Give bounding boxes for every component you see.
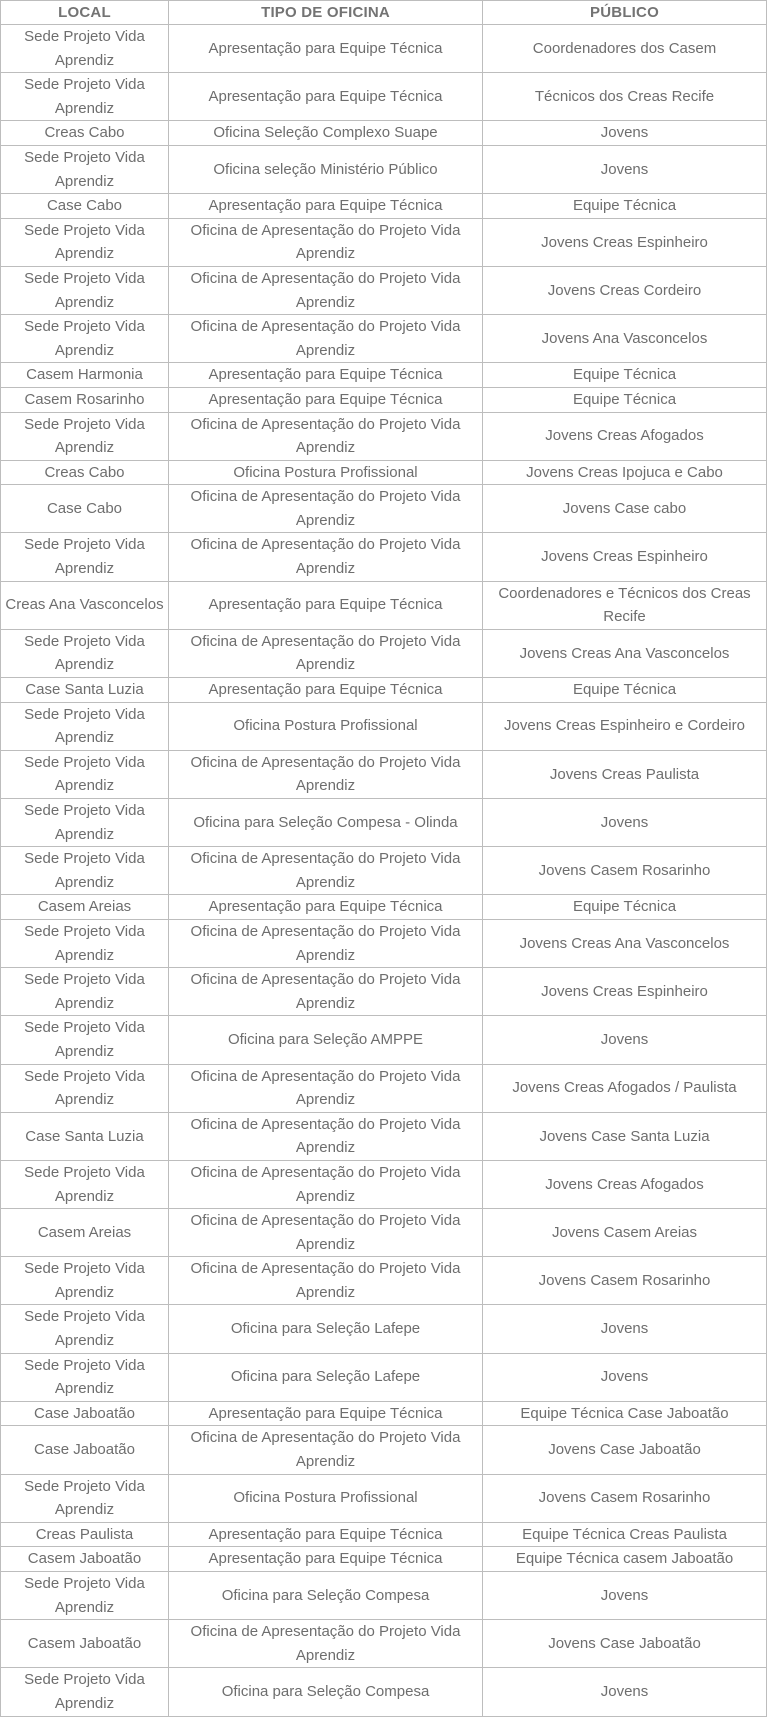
table-row [1,1401,767,1426]
table-row [1,1112,767,1160]
cell-tipo-de-oficina: Apresentação para Equipe Técnica [169,1547,483,1572]
cell-tipo-de-oficina: Oficina Seleção Complexo Suape [169,121,483,146]
cell-local: Sede Projeto Vida Aprendiz [1,1474,169,1522]
cell-local: Sede Projeto Vida Aprendiz [1,799,169,847]
cell-local: Sede Projeto Vida Aprendiz [1,533,169,581]
cell-publico: Jovens [483,1353,767,1401]
table-row [1,1016,767,1064]
cell-tipo-de-oficina: Oficina Postura Profissional [169,1474,483,1522]
cell-publico: Jovens [483,1016,767,1064]
cell-local: Casem Areias [1,1209,169,1257]
cell-local: Creas Ana Vasconcelos [1,581,169,629]
table-row [1,629,767,677]
cell-local: Casem Jaboatão [1,1620,169,1668]
cell-local: Sede Projeto Vida Aprendiz [1,315,169,363]
cell-tipo-de-oficina: Apresentação para Equipe Técnica [169,1401,483,1426]
cell-publico: Jovens Creas Espinheiro [483,218,767,266]
cell-publico: Jovens Creas Espinheiro [483,533,767,581]
table-row [1,218,767,266]
cell-publico: Jovens Creas Ana Vasconcelos [483,629,767,677]
cell-tipo-de-oficina: Apresentação para Equipe Técnica [169,363,483,388]
cell-publico: Técnicos dos Creas Recife [483,73,767,121]
cell-publico: Equipe Técnica [483,895,767,920]
cell-publico: Jovens Ana Vasconcelos [483,315,767,363]
cell-local: Casem Harmonia [1,363,169,388]
cell-local: Sede Projeto Vida Aprendiz [1,1016,169,1064]
cell-local: Casem Rosarinho [1,387,169,412]
cell-publico: Equipe Técnica [483,678,767,703]
cell-local: Sede Projeto Vida Aprendiz [1,218,169,266]
cell-publico: Jovens Creas Afogados [483,412,767,460]
cell-tipo-de-oficina: Oficina de Apresentação do Projeto Vida Aprendiz [169,750,483,798]
table-row [1,25,767,73]
table-row [1,485,767,533]
table-row [1,1353,767,1401]
cell-local: Sede Projeto Vida Aprendiz [1,1668,169,1716]
cell-local: Creas Cabo [1,121,169,146]
cell-tipo-de-oficina: Oficina para Seleção Compesa [169,1572,483,1620]
cell-tipo-de-oficina: Apresentação para Equipe Técnica [169,895,483,920]
cell-tipo-de-oficina: Oficina de Apresentação do Projeto Vida Aprendiz [169,1209,483,1257]
cell-publico: Jovens Case Santa Luzia [483,1112,767,1160]
cell-tipo-de-oficina: Oficina de Apresentação do Projeto Vida Aprendiz [169,968,483,1016]
cell-publico: Jovens Creas Afogados / Paulista [483,1064,767,1112]
cell-tipo-de-oficina: Apresentação para Equipe Técnica [169,581,483,629]
cell-tipo-de-oficina: Oficina Postura Profissional [169,702,483,750]
table-row [1,581,767,629]
cell-tipo-de-oficina: Oficina para Seleção AMPPE [169,1016,483,1064]
cell-tipo-de-oficina: Oficina de Apresentação do Projeto Vida Aprendiz [169,1426,483,1474]
cell-local: Casem Areias [1,895,169,920]
cell-publico: Equipe Técnica [483,194,767,219]
cell-local: Sede Projeto Vida Aprendiz [1,145,169,193]
cell-tipo-de-oficina: Oficina para Seleção Compesa [169,1668,483,1716]
cell-tipo-de-oficina: Apresentação para Equipe Técnica [169,194,483,219]
table-row [1,1426,767,1474]
cell-local: Sede Projeto Vida Aprendiz [1,847,169,895]
cell-local: Sede Projeto Vida Aprendiz [1,1353,169,1401]
cell-tipo-de-oficina: Oficina para Seleção Compesa - Olinda [169,799,483,847]
cell-tipo-de-oficina: Oficina de Apresentação do Projeto Vida Aprendiz [169,218,483,266]
cell-publico: Equipe Técnica Case Jaboatão [483,1401,767,1426]
cell-publico: Jovens Creas Cordeiro [483,266,767,314]
table-row [1,1474,767,1522]
cell-publico: Equipe Técnica Creas Paulista [483,1522,767,1547]
cell-local: Sede Projeto Vida Aprendiz [1,412,169,460]
table-row [1,895,767,920]
cell-local: Sede Projeto Vida Aprendiz [1,266,169,314]
cell-local: Case Jaboatão [1,1401,169,1426]
cell-local: Casem Jaboatão [1,1547,169,1572]
cell-publico: Jovens Case cabo [483,485,767,533]
table-row [1,533,767,581]
table-row [1,1160,767,1208]
cell-publico: Jovens Casem Rosarinho [483,847,767,895]
cell-tipo-de-oficina: Apresentação para Equipe Técnica [169,73,483,121]
cell-tipo-de-oficina: Apresentação para Equipe Técnica [169,25,483,73]
table-row [1,1572,767,1620]
table-row [1,1620,767,1668]
table-row [1,145,767,193]
table-row [1,387,767,412]
cell-tipo-de-oficina: Apresentação para Equipe Técnica [169,1522,483,1547]
cell-local: Sede Projeto Vida Aprendiz [1,1572,169,1620]
cell-publico: Jovens Casem Rosarinho [483,1257,767,1305]
table-row [1,1257,767,1305]
cell-tipo-de-oficina: Oficina de Apresentação do Projeto Vida Aprendiz [169,533,483,581]
table-row [1,1522,767,1547]
cell-local: Creas Cabo [1,460,169,485]
cell-local: Sede Projeto Vida Aprendiz [1,968,169,1016]
cell-publico: Jovens Creas Afogados [483,1160,767,1208]
cell-tipo-de-oficina: Apresentação para Equipe Técnica [169,387,483,412]
cell-tipo-de-oficina: Oficina de Apresentação do Projeto Vida Aprendiz [169,1112,483,1160]
cell-local: Sede Projeto Vida Aprendiz [1,750,169,798]
cell-publico: Coordenadores e Técnicos dos Creas Recife [483,581,767,629]
cell-tipo-de-oficina: Oficina de Apresentação do Projeto Vida Aprendiz [169,266,483,314]
table-row [1,1209,767,1257]
table-row [1,702,767,750]
cell-tipo-de-oficina: Oficina de Apresentação do Projeto Vida Aprendiz [169,1257,483,1305]
cell-publico: Jovens [483,121,767,146]
cell-publico: Jovens [483,145,767,193]
table-row [1,1668,767,1716]
cell-publico: Jovens Casem Areias [483,1209,767,1257]
cell-local: Case Jaboatão [1,1426,169,1474]
table-row [1,968,767,1016]
cell-local: Case Santa Luzia [1,1112,169,1160]
cell-publico: Jovens Creas Paulista [483,750,767,798]
cell-tipo-de-oficina: Oficina de Apresentação do Projeto Vida Aprendiz [169,485,483,533]
table-row [1,678,767,703]
table-row [1,266,767,314]
header-local: LOCAL [1,1,169,25]
cell-tipo-de-oficina: Oficina para Seleção Lafepe [169,1353,483,1401]
cell-local: Sede Projeto Vida Aprendiz [1,25,169,73]
cell-tipo-de-oficina: Oficina de Apresentação do Projeto Vida Aprendiz [169,315,483,363]
table-row [1,919,767,967]
cell-tipo-de-oficina: Oficina Postura Profissional [169,460,483,485]
cell-publico: Jovens Casem Rosarinho [483,1474,767,1522]
header-tipo-de-oficina: TIPO DE OFICINA [169,1,483,25]
table-row [1,750,767,798]
cell-publico: Equipe Técnica casem Jaboatão [483,1547,767,1572]
cell-local: Sede Projeto Vida Aprendiz [1,919,169,967]
cell-tipo-de-oficina: Oficina para Seleção Lafepe [169,1305,483,1353]
cell-local: Case Santa Luzia [1,678,169,703]
cell-tipo-de-oficina: Oficina de Apresentação do Projeto Vida Aprendiz [169,1160,483,1208]
cell-publico: Jovens [483,1305,767,1353]
table-row [1,1547,767,1572]
cell-publico: Jovens Creas Ana Vasconcelos [483,919,767,967]
table-row [1,194,767,219]
table-row [1,315,767,363]
cell-tipo-de-oficina: Oficina de Apresentação do Projeto Vida Aprendiz [169,1064,483,1112]
table-row [1,73,767,121]
cell-local: Sede Projeto Vida Aprendiz [1,1257,169,1305]
table-row [1,799,767,847]
cell-local: Sede Projeto Vida Aprendiz [1,1160,169,1208]
cell-publico: Jovens Creas Espinheiro e Cordeiro [483,702,767,750]
cell-local: Sede Projeto Vida Aprendiz [1,1064,169,1112]
cell-publico: Jovens [483,799,767,847]
cell-local: Creas Paulista [1,1522,169,1547]
header-publico: PÚBLICO [483,1,767,25]
table-row [1,1064,767,1112]
cell-publico: Equipe Técnica [483,363,767,388]
table-row [1,412,767,460]
cell-tipo-de-oficina: Oficina seleção Ministério Público [169,145,483,193]
cell-local: Sede Projeto Vida Aprendiz [1,73,169,121]
cell-publico: Jovens Case Jaboatão [483,1426,767,1474]
cell-tipo-de-oficina: Oficina de Apresentação do Projeto Vida Aprendiz [169,412,483,460]
cell-publico: Equipe Técnica [483,387,767,412]
cell-local: Sede Projeto Vida Aprendiz [1,702,169,750]
cell-local: Case Cabo [1,194,169,219]
table-row [1,363,767,388]
table-row [1,460,767,485]
cell-publico: Coordenadores dos Casem [483,25,767,73]
cell-local: Sede Projeto Vida Aprendiz [1,629,169,677]
cell-publico: Jovens Creas Ipojuca e Cabo [483,460,767,485]
cell-publico: Jovens [483,1572,767,1620]
cell-tipo-de-oficina: Oficina de Apresentação do Projeto Vida Aprendiz [169,847,483,895]
cell-tipo-de-oficina: Oficina de Apresentação do Projeto Vida Aprendiz [169,919,483,967]
cell-publico: Jovens Case Jaboatão [483,1620,767,1668]
table-body [1,25,767,1717]
cell-tipo-de-oficina: Oficina de Apresentação do Projeto Vida Aprendiz [169,629,483,677]
table-row [1,1305,767,1353]
cell-tipo-de-oficina: Oficina de Apresentação do Projeto Vida Aprendiz [169,1620,483,1668]
cell-publico: Jovens [483,1668,767,1716]
table-header-row [1,1,767,25]
cell-local: Sede Projeto Vida Aprendiz [1,1305,169,1353]
cell-tipo-de-oficina: Apresentação para Equipe Técnica [169,678,483,703]
table-row [1,121,767,146]
table-row [1,847,767,895]
cell-publico: Jovens Creas Espinheiro [483,968,767,1016]
cell-local: Case Cabo [1,485,169,533]
